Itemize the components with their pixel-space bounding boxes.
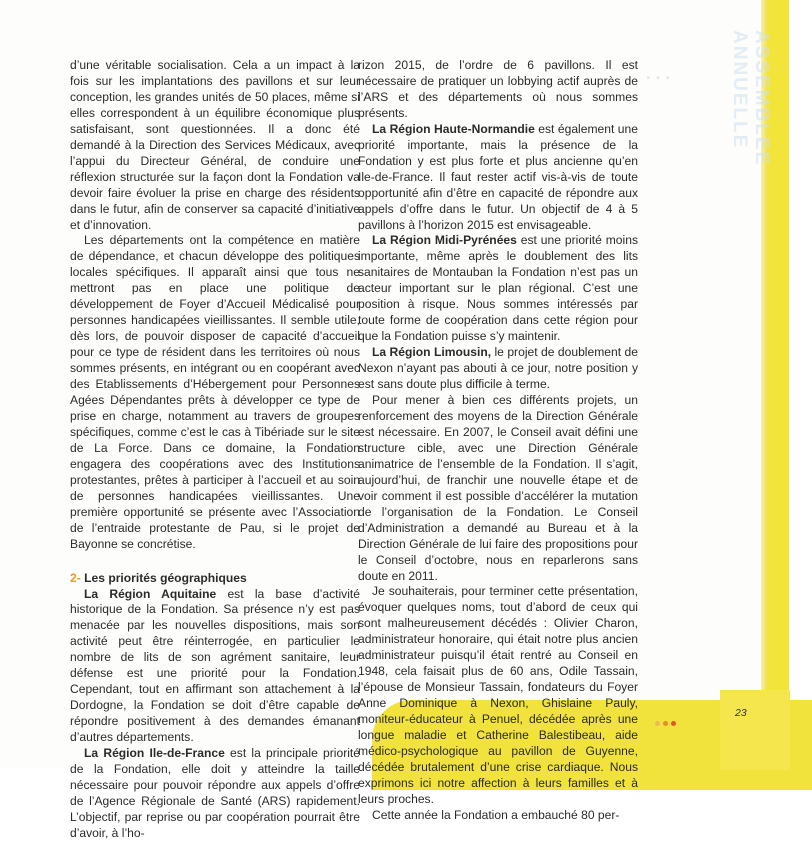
section-number: 2-	[70, 570, 81, 585]
paragraph	[358, 584, 638, 807]
paragraph	[358, 808, 638, 824]
paragraph	[358, 393, 638, 584]
dot-icon	[655, 721, 660, 726]
paragraph-text: est une priorité moins importante, même après le doublement des lits sanitaires de Montauban la Fondation n’est pas un acteur important sur le plan régional. C’est une position à risque. Nous sommes intéressés par toute forme de coopération dans cette région pour que la Fondation puisse s’y maintenir.	[358, 233, 638, 344]
decorative-dots	[655, 713, 679, 731]
dot-icon	[671, 721, 676, 726]
paragraph-text: Les départements ont la compétence en matière de dépendance, et chacun développe des politiques locales spécifiques. Il apparaît ainsi que tous ne mettront pas en place une politique de développement de Foyer d’Accueil Médicalisé pour personnes handicapées vieillissantes. Il semble utile, dès lors, de pouvoir disposer de capacité d’accueil pour ce type de résident dans les territoires où nous sommes présents, en intégrant ou en coopérant avec des Etablissements d’Hébergement pour Personnes Agées Dépendantes prêts à développer ce type de prise en charge, notamment au travers de groupes spécifiques, comme c’est le cas à Tibériade sur le site de La Force. Dans ce domaine, la Fondation engagera des coopérations avec des Institutions protestantes, prêtes à participer à l’accueil et au soin de personnes handicapées vieillissantes. Une première opportunité se présente avec l’Association de l’entraide protestante de Pau, si le projet de Bayonne se concrétise.	[70, 233, 360, 551]
paragraph-text: Cette année la Fondation a embauché 80 per-	[372, 807, 620, 822]
paragraph-text: est également une priorité importante, mais la présence de la Fondation y est plus forte et plus ancienne qu’en Ile-de-France. Il faut rester actif vis-à-vis de toute opportunité afin d’être en capacité de répondre aux appels d’offre dans le futur. Un objectif de 4 à 5 pavillons à l’horizon 2015 est envisageable.	[358, 121, 638, 232]
yellow-corner-wedge	[720, 690, 790, 770]
paragraph-text: Pour mener à bien ces différents projets, un renforcement des moyens de la Direction Générale est nécessaire. En 2007, le Conseil avait défini une structure cible, avec une Direction Générale animatrice de l’ensemble de la Fondation. Il s’agit, aujourd’hui, de franchir une nouvelle étape et de voir comment il est possible d’accélérer la mutation de l’organisation de la Fondation. Le Conseil d’Administration a demandé au Bureau et à la Direction Générale de lui faire des propositions pour le Conseil d’octobre, nous en reparlerons sans doute en 2011.	[358, 393, 638, 583]
paragraph-text: d’une véritable socialisation. Cela a un impact à la fois sur les implantations des pavillons et sur leur conception, les grandes unités de 50 places, même si elles correspondent à un équilibre économique plus satisfaisant, sont questionnées. Il a donc été demandé à la Direction des Services Médicaux, avec l’appui du Directeur Général, de conduire une réflexion structurée sur la façon dont la Fondation va devoir faire évoluer la prise en charge des résidents dans le futur, afin de conserver sa capacité d’initiative et d’innovation.	[70, 58, 360, 232]
paragraph-text: est la base d’activité historique de la Fondation. Sa présence n’y est pas menacée par les nouvelles dispositions, mais son activité peut être réinterrogée, en particulier le nombre de lits de son agrément sanitaire, leur défense est une priorité pour la Fondation. Cependant, tout en affirmant son attachement à la Dordogne, la Fondation se doit d’être capable de répondre positivement à des demandes émanant d’autres départements.	[70, 586, 360, 745]
page-number: 23	[735, 707, 747, 719]
paragraph	[70, 233, 360, 552]
dot-icon	[663, 721, 668, 726]
left-text-column	[70, 58, 360, 842]
right-text-column	[358, 58, 638, 824]
paragraph-text: le projet de doublement de Nexon n’ayant pas abouti à ce jour, notre position y est sans doute plus difficile à terme.	[358, 345, 638, 392]
paragraph-text: rizon 2015, de l’ordre de 6 pavillons. Il est nécessaire de pratiquer un lobbying actif auprès de l’ARS et des départements où nous sommes présents.	[358, 58, 638, 120]
paragraph	[358, 233, 638, 345]
paragraph	[70, 746, 360, 842]
paragraph-text: Je souhaiterais, pour terminer cette présentation, évoquer quelques noms, tout d’abord de ceux qui sont malheureusement décédés : Olivier Charon, administrateur honoraire, qui était notre plus ancien administrateur puisqu’il était rentré au Conseil en 1948, cela faisait plus de 60 ans, Odile Tassain, l’épouse de Monsieur Tassain, fondateurs du Foyer Anne Dominique à Nexon, Ghislaine Pauly, moniteur-éducateur à Penuel, décédée après une longue maladie et Catherine Balestibeau, aide médico-psychologique au pavillon de Guyenne, décédée brutalement d’une crise cardiaque. Nous exprimons ici notre affection à leurs familles et à leurs proches.	[358, 584, 638, 806]
region-name: La Région Midi-Pyrénées	[372, 233, 517, 248]
section-heading	[70, 571, 360, 587]
paragraph	[70, 587, 360, 747]
paragraph	[358, 58, 638, 122]
region-name: La Région Haute-Normandie	[372, 121, 535, 136]
paragraph	[70, 58, 360, 233]
paragraph	[358, 122, 638, 234]
region-name: La Région Aquitaine	[84, 586, 217, 601]
paragraph-text: est la principale priorité de la Fondation, elle doit y atteindre la taille nécessaire pour pouvoir répondre aux appels d’offre de l’Agence Régionale de Santé (ARS) rapidement. L’objectif, par reprise ou par coopération pourrait être d’avoir, à l’ho-	[70, 746, 361, 840]
region-name: La Région Limousin,	[372, 345, 492, 360]
region-name: La Région Ile-de-France	[84, 746, 225, 761]
section-title: Les priorités géographiques	[80, 570, 247, 585]
side-section-title: ASSEMBLEE ANNUELLE	[729, 30, 772, 167]
ghost-dots: ...	[645, 58, 675, 85]
paragraph	[358, 345, 638, 393]
